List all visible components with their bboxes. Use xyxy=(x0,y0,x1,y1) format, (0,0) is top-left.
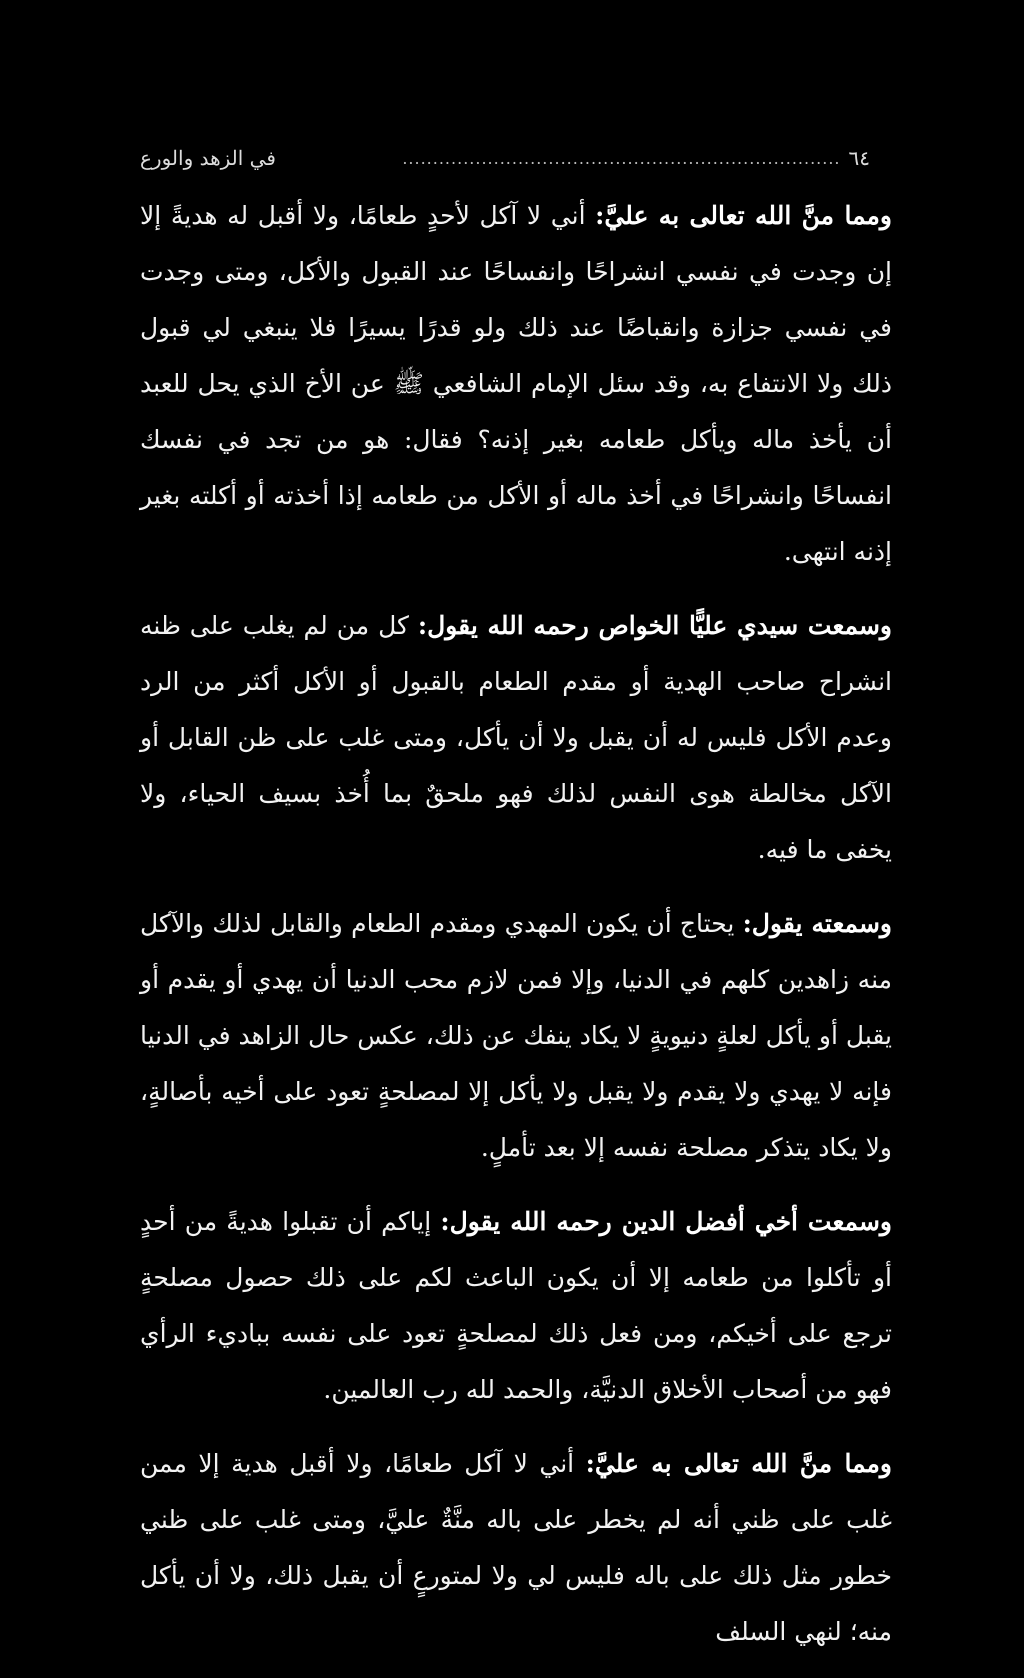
body-text xyxy=(140,188,892,1678)
paragraph xyxy=(140,1194,892,1418)
paragraph-lead: ومما منَّ الله تعالى به عليَّ: xyxy=(585,1449,892,1478)
page-number: ٦٤ xyxy=(848,146,870,170)
paragraph-text: يحتاج أن يكون المهدي ومقدم الطعام والقابل لذلك والآكل منه زاهدين كلهم في الدنيا، وإلا فمن لازم محب الدنيا أن يهدي أو يقدم أو يقبل أو يأكل لعلةٍ دنيويةٍ لا يكاد ينفك عن ذلك، عكس حال الزاهد في الدنيا فإنه لا يهدي ولا يقدم ولا يقبل ولا يأكل إلا لمصلحةٍ تعود على أخيه بأصالةٍ، ولا يكاد يتذكر مصلحة نفسه إلا بعد تأملٍ. xyxy=(140,909,892,1162)
paragraph xyxy=(140,896,892,1176)
paragraph-lead: وسمعته يقول: xyxy=(742,909,892,938)
paragraph-text: كل من لم يغلب على ظنه انشراح صاحب الهدية أو مقدم الطعام بالقبول أو الأكل أكثر من الرد وعدم الأكل فليس له أن يقبل ولا أن يأكل، ومتى غلب على ظن القابل أو الآكل مخالطة هوى النفس لذلك فهو ملحقٌ بما أُخذ بسيف الحياء، ولا يخفى ما فيه. xyxy=(140,611,893,864)
header-leader-dots: ........................................................................ xyxy=(402,148,841,168)
running-header xyxy=(140,138,870,178)
paragraph xyxy=(140,1436,892,1660)
paragraph-text: أني لا آكل طعامًا، ولا أقبل هدية إلا ممن غلب على ظني أنه لم يخطر على باله منَّةٌ عليَّ، ومتى غلب على ظني خطور مثل ذلك على باله فليس لي ولا لمتورعٍ أن يقبل ذلك، ولا أن يأكل منه؛ لنهي السلف xyxy=(140,1449,892,1646)
paragraph xyxy=(140,188,892,580)
paragraph-lead: وسمعت أخي أفضل الدين رحمه الله يقول: xyxy=(440,1207,892,1236)
paragraph-text: أني لا آكل لأحدٍ طعامًا، ولا أقبل له هديةً إلا إن وجدت في نفسي انشراحًا وانفساحًا عند القبول والأكل، ومتى وجدت في نفسي جزازة وانقباضًا عند ذلك ولو قدرًا يسيرًا فلا ينبغي لي قبول ذلك ولا الانتفاع به، وقد سئل الإمام الشافعي ﷺ عن الأخ الذي يحل للعبد أن يأخذ ماله ويأكل طعامه بغير إذنه؟ فقال: هو من تجد في نفسك انفساحًا وانشراحًا في أخذ ماله أو الأكل من طعامه إذا أخذته أو أكلته بغير إذنه انتهى. xyxy=(140,201,892,566)
paragraph-text: إياكم أن تقبلوا هديةً من أحدٍ أو تأكلوا من طعامه إلا أن يكون الباعث لكم على ذلك حصول مصلحةٍ ترجع على أخيكم، ومن فعل ذلك لمصلحةٍ تعود على نفسه بباديء الرأي فهو من أصحاب الأخلاق الدنيَّة، والحمد لله رب العالمين. xyxy=(140,1207,892,1404)
paragraph-lead: ومما منَّ الله تعالى به عليَّ: xyxy=(595,201,892,230)
paragraph-lead: وسمعت سيدي عليًّا الخواص رحمه الله يقول: xyxy=(417,611,892,640)
book-title: في الزهد والورع xyxy=(140,146,276,170)
paragraph xyxy=(140,598,892,878)
